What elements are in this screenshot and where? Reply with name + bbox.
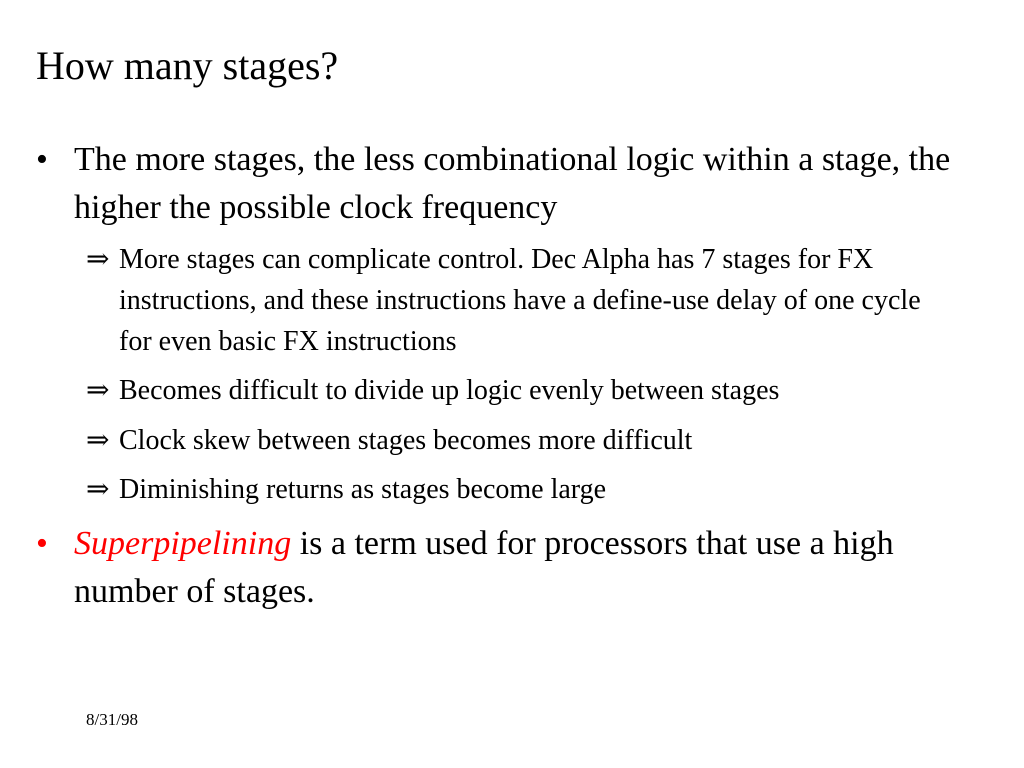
bullet-item-superpipelining	[36, 520, 976, 616]
implies-arrow-icon: ⇒	[86, 474, 110, 505]
implies-arrow-icon: ⇒	[86, 244, 110, 275]
footer-date: 8/31/98	[86, 710, 138, 729]
bullet-text: The more stages, the less combinational logic within a stage, the higher the possible clock frequency	[74, 141, 951, 226]
superpipelining-definition: is a term used for processors that use a high number of stages.	[74, 525, 894, 610]
sub-bullet-text: Becomes difficult to divide up logic evenly between stages	[119, 375, 780, 406]
bullet-icon: •	[36, 141, 48, 178]
sub-bullet-clock-skew	[86, 420, 956, 461]
sub-bullet-divide-logic	[86, 370, 956, 411]
sub-bullet-diminishing-returns	[86, 469, 956, 510]
sub-bullet-text: More stages can complicate control. Dec Alpha has 7 stages for FX instructions, and these instructions have a define-use delay of one cycle for even basic FX instructions	[119, 244, 921, 357]
sub-bullet-control	[86, 239, 956, 362]
bullet-text	[74, 520, 976, 616]
slide-title: How many stages?	[36, 43, 339, 88]
implies-arrow-icon: ⇒	[86, 425, 110, 456]
sub-bullet-text: Clock skew between stages becomes more difficult	[119, 425, 693, 456]
bullet-item-stages-frequency	[36, 136, 976, 232]
superpipelining-term: Superpipelining	[74, 525, 292, 562]
sub-bullet-text: Diminishing returns as stages become large	[119, 474, 607, 505]
implies-arrow-icon: ⇒	[86, 375, 110, 406]
bullet-icon: •	[36, 525, 48, 562]
